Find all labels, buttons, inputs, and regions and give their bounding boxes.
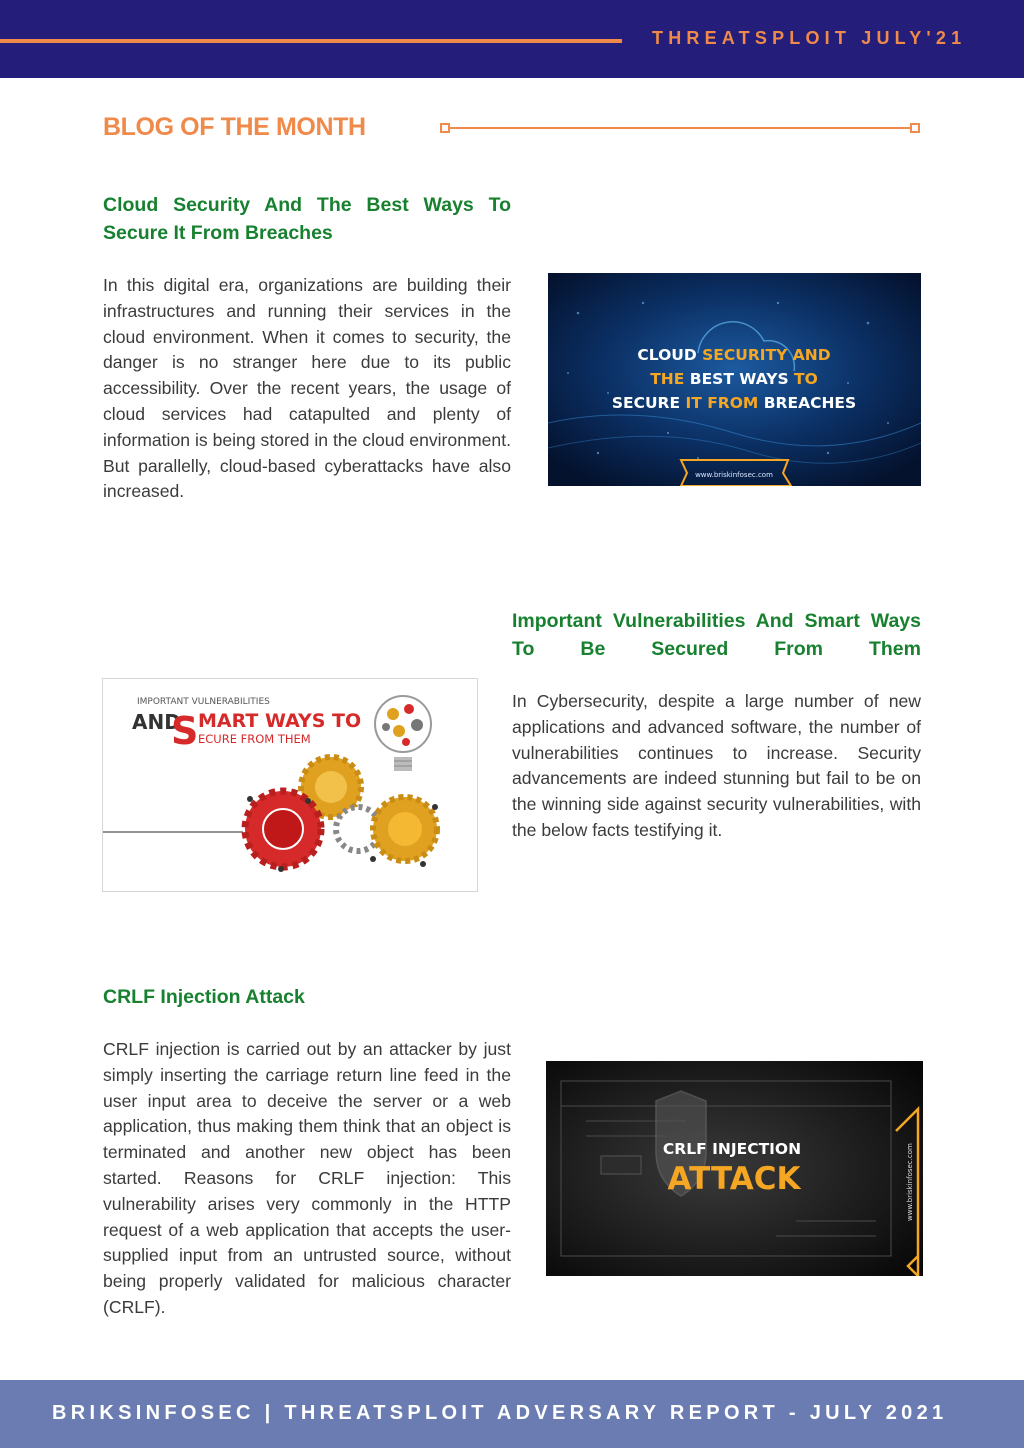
svg-text:www.briskinfosec.com: www.briskinfosec.com — [906, 1143, 914, 1221]
article-title-crlf[interactable]: CRLF Injection Attack — [103, 986, 305, 1008]
svg-text:www.briskinfosec.com: www.briskinfosec.com — [695, 471, 773, 479]
header-accent-line — [0, 39, 622, 43]
svg-text:SECURE IT FROM BREACHES: SECURE IT FROM BREACHES — [611, 394, 857, 412]
cloud-security-thumbnail[interactable] — [548, 273, 921, 486]
section-title-rule — [440, 123, 920, 133]
cloud-security-artwork — [548, 273, 921, 486]
page-footer — [0, 1380, 1024, 1448]
article-body-vulnerabilities: In Cybersecurity, despite a large number of new applications and advanced software, the number of vulnerabilities continues to increase. Security advancements are indeed stunning but fail to be on the winning side against security vulnerabilities, with the below facts testifying it. — [512, 691, 921, 840]
svg-text:AND: AND — [132, 710, 181, 734]
crlf-thumbnail[interactable] — [546, 1061, 923, 1276]
section-title: BLOG OF THE MONTH — [103, 113, 366, 141]
svg-text:ECURE FROM THEM: ECURE FROM THEM — [198, 732, 311, 746]
crlf-artwork — [546, 1061, 923, 1276]
page-header — [0, 0, 1024, 78]
svg-text:CLOUD SECURITY AND: CLOUD SECURITY AND — [637, 346, 831, 364]
article-title-vulnerabilities[interactable]: Important Vulnerabilities And Smart Ways To Be Secured From Them — [512, 610, 921, 660]
svg-text:ATTACK: ATTACK — [667, 1161, 801, 1197]
svg-text:S: S — [171, 709, 199, 753]
svg-text:MART WAYS TO: MART WAYS TO — [198, 710, 362, 732]
vulnerabilities-artwork — [103, 679, 477, 891]
article-body-cloud-security: In this digital era, organizations are building their infrastructures and running their services in the cloud environment. When it comes to security, the danger is no stranger here due to its public accessibility. Over the recent years, the usage of cloud services had catapulted and plenty of information is being stored in the cloud environment. But parallelly, cloud-based cyberattacks have also increased. — [103, 275, 511, 502]
article-body-crlf: CRLF injection is carried out by an attacker by just simply inserting the carriage return line feed in the user input area to deceive the server or a web application, thus making them think that an object is terminated and another new object has been started. Reasons for CRLF injection: This vulnerability arises very commonly in the HTTP request of a web application that accepts the user-supplied input from an untrusted source, without being properly validated for malicious character (CRLF). — [103, 1039, 511, 1317]
svg-text:IMPORTANT VULNERABILITIES: IMPORTANT VULNERABILITIES — [137, 697, 270, 707]
article-title-cloud-security[interactable]: Cloud Security And The Best Ways To Secure It From Breaches — [103, 194, 511, 244]
svg-text:CRLF INJECTION: CRLF INJECTION — [662, 1140, 802, 1158]
svg-text:THE BEST WAYS TO: THE BEST WAYS TO — [650, 370, 818, 388]
footer-text: BRIKSINFOSEC | THREATSPLOIT ADVERSARY REPORT - JULY 2021 — [52, 1402, 948, 1424]
vulnerabilities-thumbnail[interactable] — [102, 678, 478, 892]
newsletter-title: THREATSPLOIT JULY'21 — [652, 28, 967, 48]
